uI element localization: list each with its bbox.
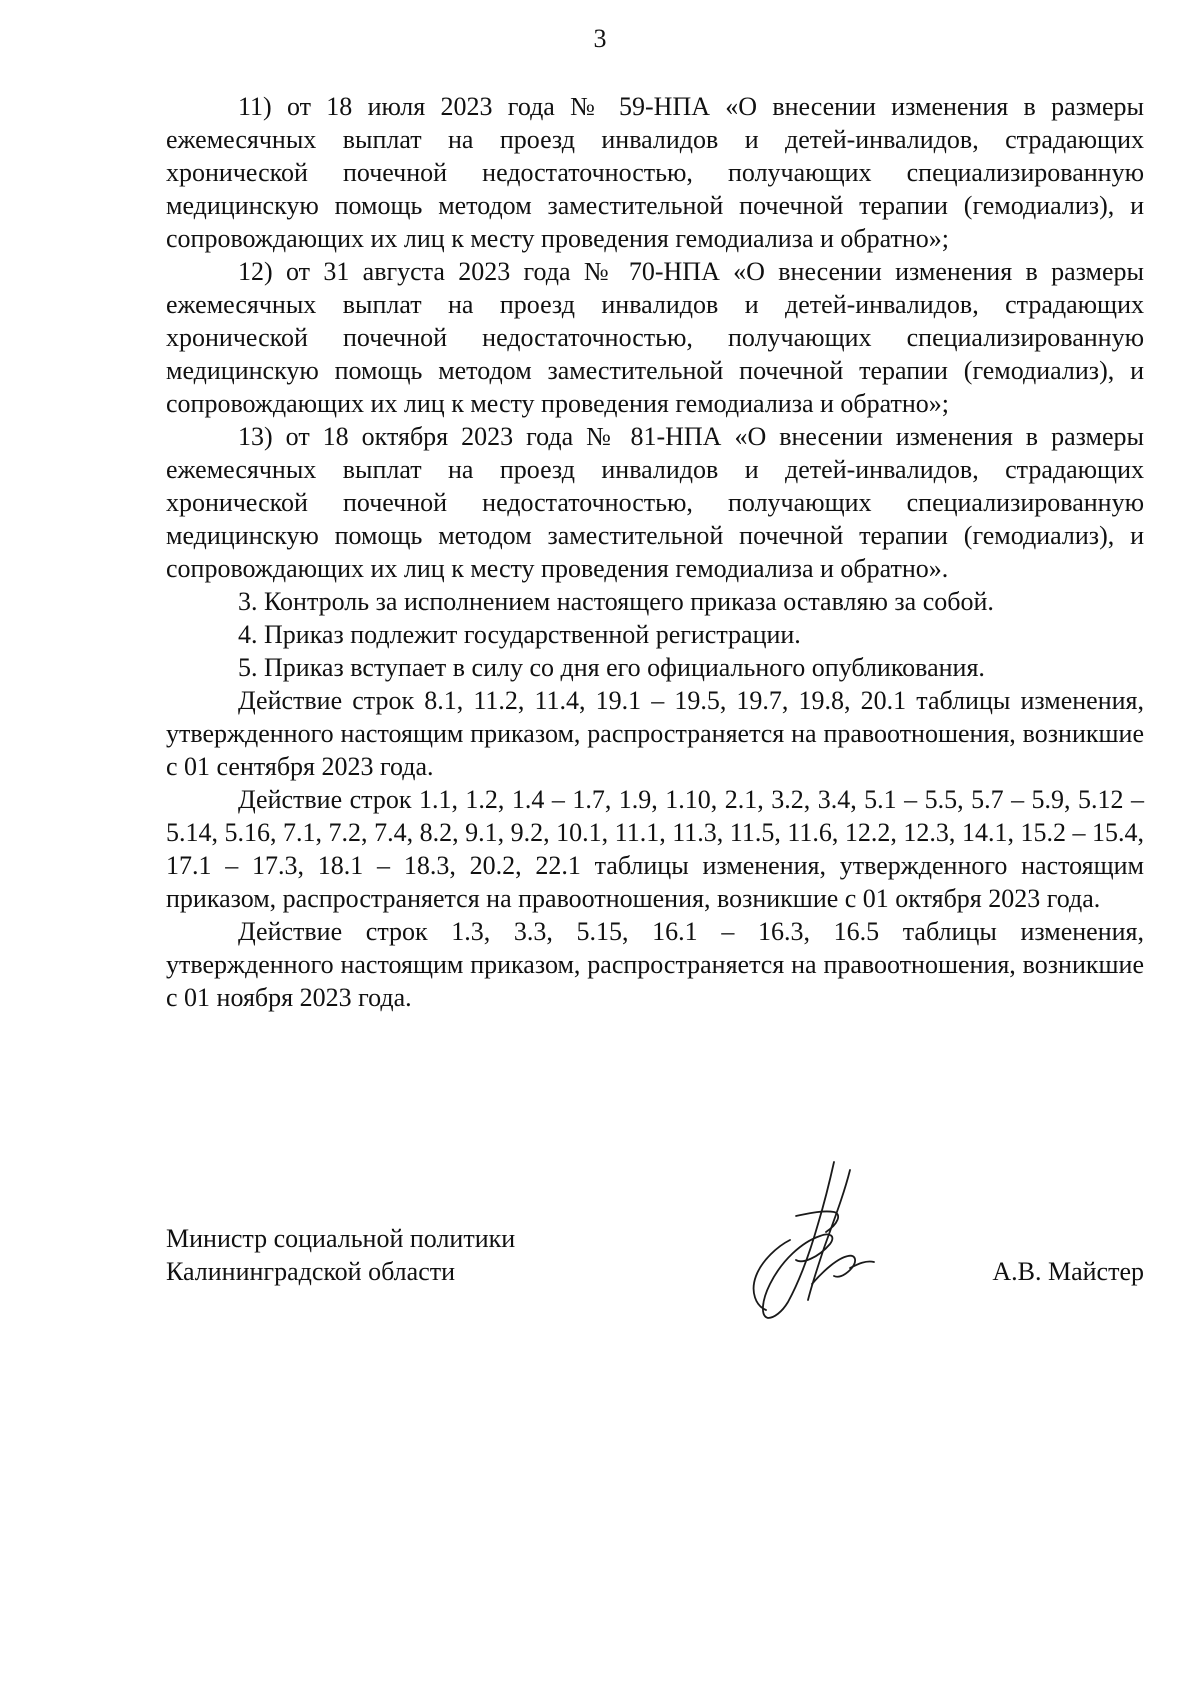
list-item-11: 11) от 18 июля 2023 года № 59-НПА «О внесении изменения в размеры ежемесячных выплат на проезд инвалидов и детей-инвалидов, страдающих хронической почечной недостаточностью, получающих специализированную медицинскую помощь методом заместительной почечной терапии (гемодиализ), и сопровождающих их лиц к месту проведения гемодиализа и обратно»; — [166, 92, 1144, 253]
clause-5-effective-date: 5. Приказ вступает в силу со дня его официального опубликования. — [238, 653, 985, 682]
signer-title-line-2: Калининградской области — [166, 1257, 456, 1286]
handwritten-signature — [726, 1160, 896, 1325]
clause-3-control: 3. Контроль за исполнением настоящего приказа оставляю за собой. — [238, 587, 994, 616]
effect-september-paragraph: Действие строк 8.1, 11.2, 11.4, 19.1 – 19.5, 19.7, 19.8, 20.1 таблицы изменения, утвержденного настоящим приказом, распространяется на правоотношения, возникшие с 01 сентября 2023 года. — [166, 686, 1144, 781]
page-number: 3 — [593, 24, 607, 53]
signature-block — [166, 1222, 1144, 1362]
signer-title-line-1: Министр социальной политики — [166, 1224, 516, 1253]
signer-name: А.В. Майстер — [992, 1257, 1144, 1286]
signer-title — [166, 1222, 666, 1288]
document-body — [166, 90, 1144, 1014]
list-item-12: 12) от 31 августа 2023 года № 70-НПА «О внесении изменения в размеры ежемесячных выплат на проезд инвалидов и детей-инвалидов, страдающих хронической почечной недостаточностью, получающих специализированную медицинскую помощь методом заместительной почечной терапии (гемодиализ), и сопровождающих их лиц к месту проведения гемодиализа и обратно»; — [166, 257, 1144, 418]
list-item-13: 13) от 18 октября 2023 года № 81-НПА «О внесении изменения в размеры ежемесячных выплат на проезд инвалидов и детей-инвалидов, страдающих хронической почечной недостаточностью, получающих специализированную медицинскую помощь методом заместительной почечной терапии (гемодиализ), и сопровождающих их лиц к месту проведения гемодиализа и обратно». — [166, 422, 1144, 583]
clause-4-registration: 4. Приказ подлежит государственной регистрации. — [238, 620, 801, 649]
effect-october-paragraph: Действие строк 1.1, 1.2, 1.4 – 1.7, 1.9, 1.10, 2.1, 3.2, 3.4, 5.1 – 5.5, 5.7 – 5.9, 5.12 – 5.14, 5.16, 7.1, 7.2, 7.4, 8.2, 9.1, 9.2, 10.1, 11.1, 11.3, 11.5, 11.6, 12.2, 12.3, 14.1, 15.2 – 15.4, 17.1 – 17.3, 18.1 – 18.3, 20.2, 22.1 таблицы изменения, утвержденного настоящим приказом, распространяется на правоотношения, возникшие с 01 октября 2023 года. — [166, 785, 1144, 913]
effect-november-paragraph: Действие строк 1.3, 3.3, 5.15, 16.1 – 16.3, 16.5 таблицы изменения, утвержденного настоящим приказом, распространяется на правоотношения, возникшие с 01 ноября 2023 года. — [166, 917, 1144, 1012]
